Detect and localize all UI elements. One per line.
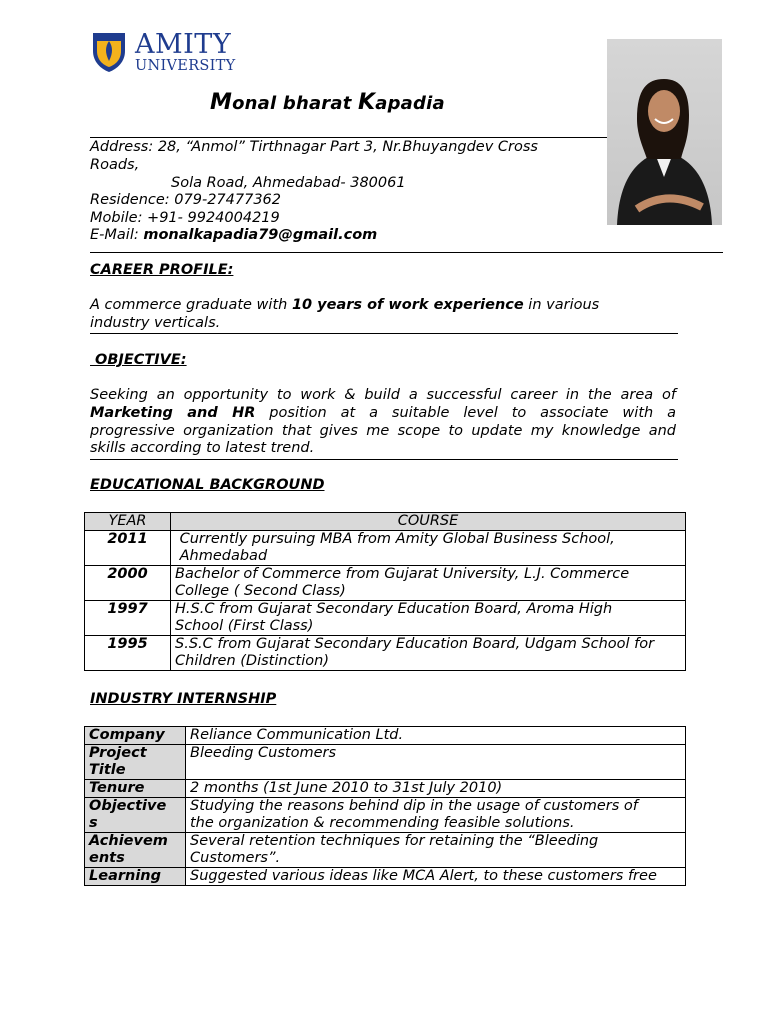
education-heading: EDUCATIONAL BACKGROUND (90, 477, 325, 493)
table-row (85, 798, 686, 833)
internship-value-cell: Suggested various ideas like MCA Alert, to these customers free (186, 868, 686, 886)
amity-shield-icon (91, 31, 127, 73)
residence-phone: Residence: 079-27477362 (90, 192, 281, 208)
internship-table (84, 726, 686, 886)
person-photo-icon (607, 39, 722, 225)
logo-subtitle: UNIVERSITY (135, 58, 236, 74)
contact-divider (90, 252, 723, 253)
table-row (85, 727, 686, 745)
year-cell: 1995 (85, 636, 171, 671)
objective-heading: OBJECTIVE: (90, 352, 187, 368)
candidate-name: Monal bharat Kapadia (210, 90, 445, 115)
email-address[interactable]: monalkapadia79@gmail.com (143, 227, 378, 243)
email-line: E-Mail: monalkapadia79@gmail.com (90, 227, 378, 243)
career-profile-heading: CAREER PROFILE: (90, 262, 234, 278)
course-cell: Currently pursuing MBA from Amity Global Business School, Ahmedabad (171, 531, 686, 566)
header-divider (90, 137, 607, 138)
table-row (85, 531, 686, 566)
internship-value-cell: Reliance Communication Ltd. (186, 727, 686, 745)
year-cell: 2000 (85, 566, 171, 601)
address-line-3: Sola Road, Ahmedabad- 380061 (171, 175, 406, 191)
career-profile-text-2: industry verticals. (90, 315, 221, 331)
table-row (85, 833, 686, 868)
internship-value-cell: Bleeding Customers (186, 745, 686, 780)
objective-line-3: progressive organization that gives me scope to update my knowledge and (90, 423, 676, 439)
internship-value-cell: 2 months (1st June 2010 to 31st July 2010) (186, 780, 686, 798)
career-divider (90, 333, 678, 334)
course-cell: H.S.C from Gujarat Secondary Education Board, Aroma High School (First Class) (171, 601, 686, 636)
internship-heading: INDUSTRY INTERNSHIP (90, 691, 277, 707)
table-row (85, 601, 686, 636)
course-cell: Bachelor of Commerce from Gujarat University, L.J. Commerce College ( Second Class) (171, 566, 686, 601)
internship-value-cell: Several retention techniques for retaining the “Bleeding Customers”. (186, 833, 686, 868)
internship-value-cell: Studying the reasons behind dip in the usage of customers of the organization & recommending feasible solutions. (186, 798, 686, 833)
year-column-header: YEAR (85, 513, 171, 531)
table-row (85, 566, 686, 601)
year-cell: 1997 (85, 601, 171, 636)
internship-label-cell: Tenure (85, 780, 186, 798)
mobile-phone: Mobile: +91- 9924004219 (90, 210, 280, 226)
course-column-header: COURSE (171, 513, 686, 531)
internship-label-cell: Objective s (85, 798, 186, 833)
career-profile-text: A commerce graduate with 10 years of work experience in various (90, 297, 600, 313)
logo-title: AMITY (135, 29, 232, 60)
education-header-row (85, 513, 686, 531)
education-table (84, 512, 686, 671)
internship-label-cell: Company (85, 727, 186, 745)
table-row (85, 745, 686, 780)
objective-line-1: Seeking an opportunity to work & build a successful career in the area of (90, 387, 676, 403)
internship-label-cell: Achievem ents (85, 833, 186, 868)
objective-line-2: Marketing and HR position at a suitable level to associate with a (90, 405, 676, 421)
table-row (85, 868, 686, 886)
internship-label-cell: Learning (85, 868, 186, 886)
course-cell: S.S.C from Gujarat Secondary Education Board, Udgam School for Children (Distinction) (171, 636, 686, 671)
address-line-2: Roads, (90, 157, 140, 173)
table-row (85, 636, 686, 671)
amity-logo (91, 31, 241, 75)
objective-divider (90, 459, 678, 460)
address-line-1: Address: 28, “Anmol” Tirthnagar Part 3, Nr.Bhuyangdev Cross (90, 139, 538, 155)
table-row (85, 780, 686, 798)
internship-label-cell: Project Title (85, 745, 186, 780)
year-cell: 2011 (85, 531, 171, 566)
profile-photo (607, 39, 722, 225)
objective-line-4: skills according to latest trend. (90, 440, 315, 456)
